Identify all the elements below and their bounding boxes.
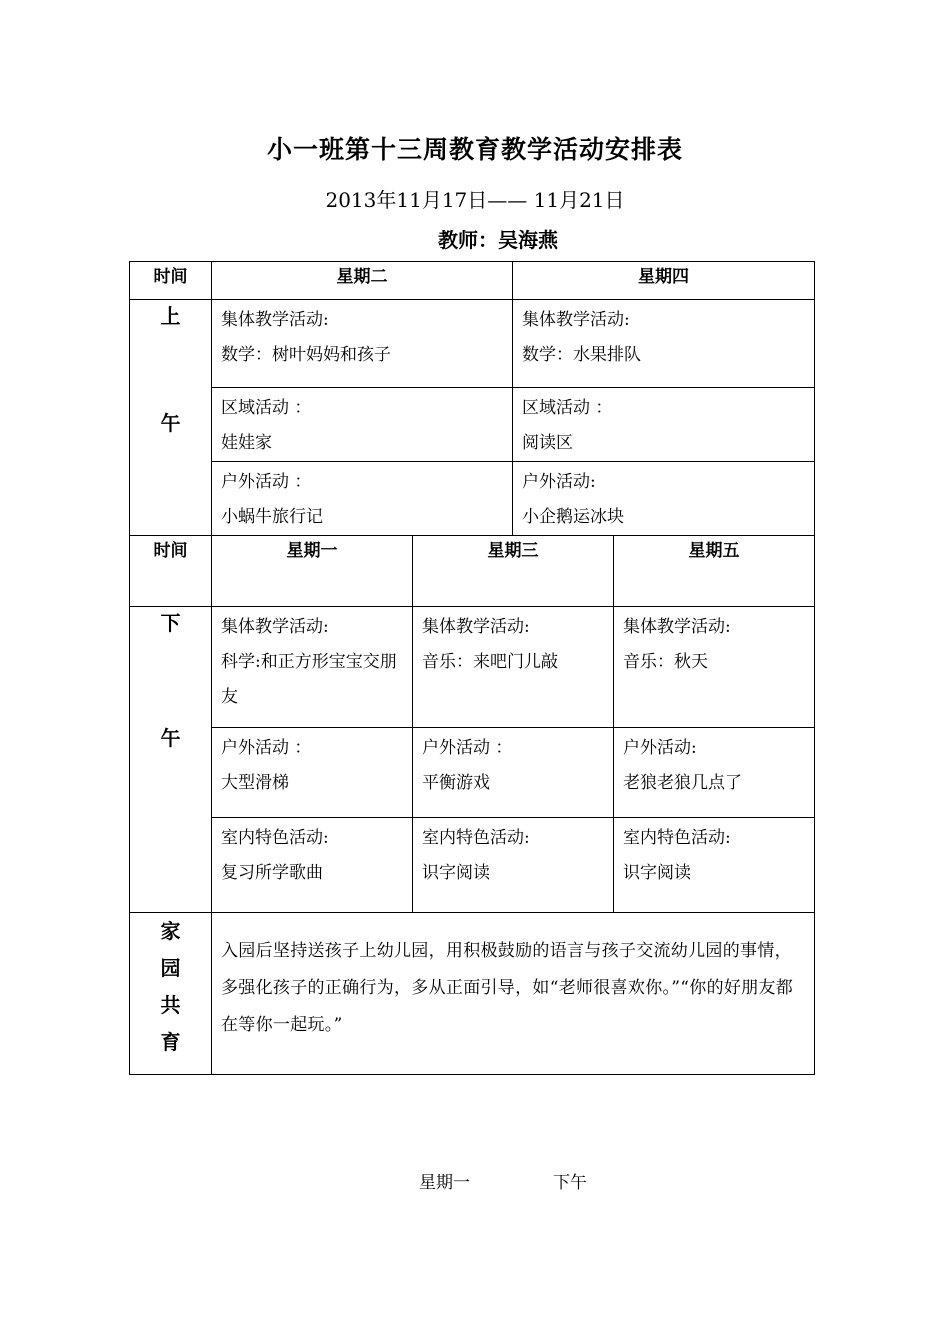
activity-title: 集体教学活动:	[623, 617, 731, 637]
activity-title: 户外活动:	[522, 472, 596, 492]
activity-content: 识字阅读	[422, 863, 490, 883]
morning-row	[130, 388, 815, 462]
day-header-monday: 星期一	[212, 536, 413, 607]
day-header-friday: 星期五	[614, 536, 815, 607]
morning-header-row	[130, 262, 815, 300]
date-range: 2013年11月17日—— 11月21日	[325, 188, 625, 212]
activity-title: 集体教学活动:	[522, 310, 630, 330]
activity-title: 区域活动 ：	[522, 398, 613, 418]
schedule-table	[129, 261, 815, 1075]
activity-content: 娃娃家	[221, 433, 272, 453]
day-header-tuesday: 星期二	[212, 262, 513, 300]
activity-title: 户外活动 ：	[422, 738, 513, 758]
home-school-label: 家 园 共 育	[130, 913, 212, 1075]
morning-period-label: 上 午	[130, 300, 212, 536]
activity-title: 室内特色活动:	[221, 828, 329, 848]
afternoon-row	[130, 728, 815, 818]
day-header-thursday: 星期四	[513, 262, 815, 300]
activity-title: 集体教学活动:	[221, 310, 329, 330]
activity-title: 集体教学活动:	[221, 617, 329, 637]
teacher-name: 教师：吴海燕	[438, 228, 558, 252]
home-school-text: 入园后坚持送孩子上幼儿园，用积极鼓励的语言与孩子交流幼儿园的事情，多强化孩子的正确行为，多从正面引导，如“老师很喜欢你。”“你的好朋友都在等你一起玩。”	[221, 941, 794, 1035]
footer-day: 星期一	[419, 1173, 470, 1193]
afternoon-header-row	[130, 536, 815, 607]
activity-content: 数学：水果排队	[522, 345, 641, 365]
footer-period: 下午	[553, 1173, 587, 1193]
morning-row	[130, 300, 815, 388]
afternoon-row	[130, 607, 815, 728]
activity-content: 识字阅读	[623, 863, 691, 883]
home-school-row	[130, 913, 815, 1075]
morning-row	[130, 462, 815, 536]
activity-content: 复习所学歌曲	[221, 863, 323, 883]
activity-title: 室内特色活动:	[422, 828, 530, 848]
activity-title: 室内特色活动:	[623, 828, 731, 848]
activity-content: 音乐：秋天	[623, 652, 708, 672]
activity-content: 大型滑梯	[221, 773, 289, 793]
document-title: 小一班第十三周教育教学活动安排表	[266, 135, 683, 164]
time-label: 时间	[130, 262, 212, 300]
activity-title: 户外活动 ：	[221, 738, 312, 758]
afternoon-period-label: 下 午	[130, 607, 212, 913]
time-label: 时间	[130, 536, 212, 607]
activity-title: 户外活动:	[623, 738, 697, 758]
activity-content: 阅读区	[522, 433, 573, 453]
activity-content: 老狼老狼几点了	[623, 773, 742, 793]
activity-title: 户外活动 ：	[221, 472, 312, 492]
activity-title: 集体教学活动:	[422, 617, 530, 637]
activity-content: 科学:和正方形宝宝交朋友	[221, 652, 397, 707]
activity-title: 区域活动 ：	[221, 398, 312, 418]
activity-content: 平衡游戏	[422, 773, 490, 793]
afternoon-row	[130, 818, 815, 913]
activity-content: 小蜗牛旅行记	[221, 507, 323, 527]
activity-content: 小企鹅运冰块	[522, 507, 624, 527]
activity-content: 数学：树叶妈妈和孩子	[221, 345, 391, 365]
activity-content: 音乐：来吧门儿敲	[422, 652, 558, 672]
day-header-wednesday: 星期三	[413, 536, 614, 607]
